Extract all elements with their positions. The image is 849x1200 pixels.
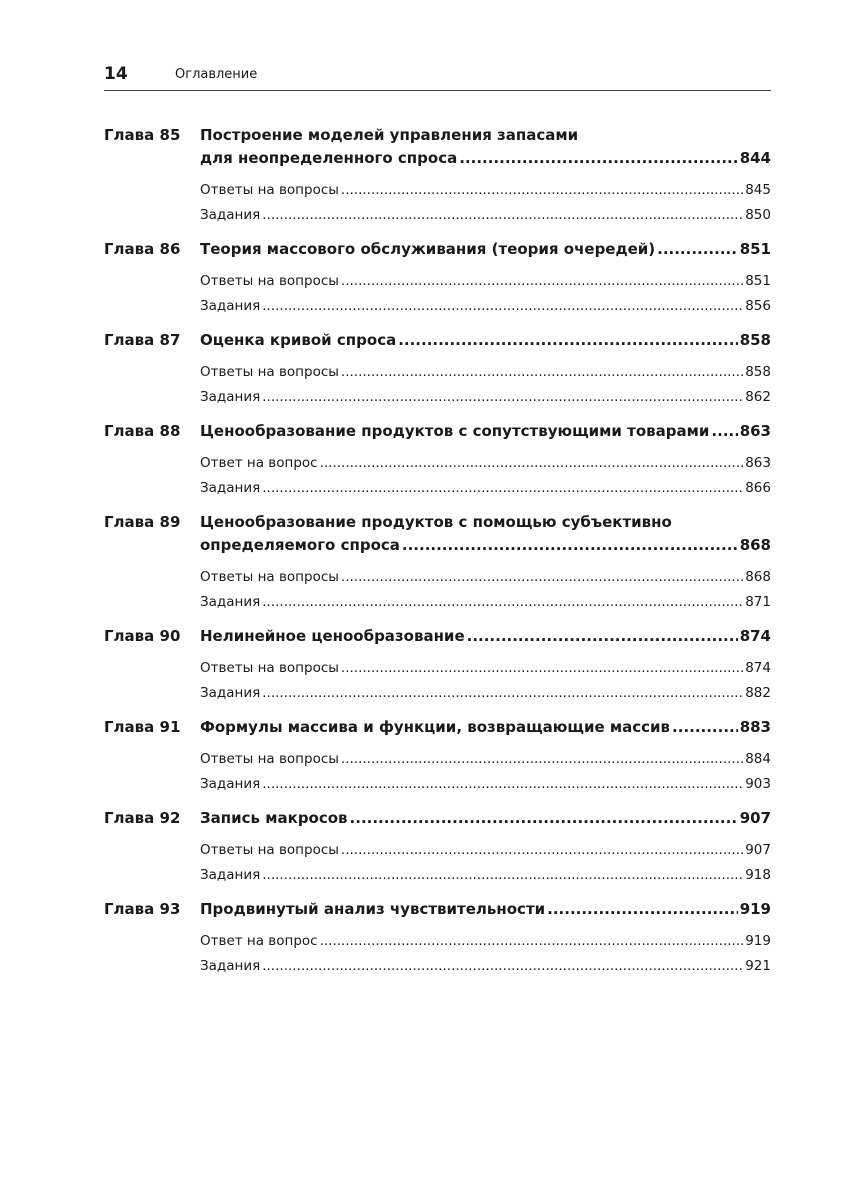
- sub-entry-page-number: 918: [745, 867, 771, 883]
- chapter-heading: [104, 420, 771, 443]
- chapter-title-line: [200, 534, 771, 557]
- chapter-sub-entries: [200, 838, 771, 888]
- toc-sub-entry: [200, 656, 771, 681]
- sub-entry-title: Задания: [200, 685, 261, 701]
- toc-sub-entry: [200, 565, 771, 590]
- toc-sub-entry: [200, 294, 771, 319]
- chapter-sub-entries: [200, 360, 771, 410]
- chapter-sub-entries: [200, 451, 771, 501]
- chapter-sub-entries: [200, 656, 771, 706]
- sub-entry-title: Задания: [200, 594, 261, 610]
- sub-entry-page-number: 862: [745, 389, 771, 405]
- chapter-page-number: 868: [739, 536, 771, 554]
- sub-entry-title: Ответы на вопросы: [200, 182, 339, 198]
- sub-entry-page-number: 863: [745, 455, 771, 471]
- chapter-heading: [104, 329, 771, 352]
- chapter-title-text: Формулы массива и функции, возвращающие массив: [200, 718, 671, 736]
- toc-chapter: [104, 716, 771, 797]
- toc-sub-entry: [200, 929, 771, 954]
- sub-entry-page-number: 884: [745, 751, 771, 767]
- running-header: [104, 64, 771, 91]
- dot-leader: [398, 329, 737, 352]
- dot-leader: [320, 451, 744, 476]
- sub-entry-page-number: 850: [745, 207, 771, 223]
- chapter-heading: [104, 124, 771, 170]
- toc-sub-entry: [200, 863, 771, 888]
- dot-leader: [341, 838, 743, 863]
- chapter-title-text: Продвинутый анализ чувствительности: [200, 900, 546, 918]
- chapter-label: Глава 86: [104, 240, 181, 258]
- chapter-title-line: [200, 716, 771, 739]
- sub-entry-page-number: 858: [745, 364, 771, 380]
- sub-entry-page-number: 851: [745, 273, 771, 289]
- sub-entry-page-number: 919: [745, 933, 771, 949]
- chapter-sub-entries: [200, 929, 771, 979]
- toc-sub-entry: [200, 681, 771, 706]
- chapter-page-number: 851: [739, 240, 771, 258]
- sub-entry-page-number: 907: [745, 842, 771, 858]
- chapter-sub-entries: [200, 747, 771, 797]
- dot-leader: [672, 716, 738, 739]
- chapter-title-text: для неопределенного спроса: [200, 149, 458, 167]
- chapter-page-number: 883: [739, 718, 771, 736]
- dot-leader: [320, 929, 744, 954]
- dot-leader: [262, 772, 743, 797]
- dot-leader: [262, 590, 743, 615]
- chapter-label: Глава 85: [104, 126, 181, 144]
- chapter-heading: [104, 511, 771, 557]
- chapter-title-line: [200, 898, 771, 921]
- chapter-title: [200, 238, 771, 261]
- chapter-title-text: определяемого спроса: [200, 536, 400, 554]
- chapter-title: [200, 511, 771, 557]
- chapter-title-line: [200, 807, 771, 830]
- chapter-title: [200, 625, 771, 648]
- chapter-heading: [104, 716, 771, 739]
- chapter-heading: [104, 807, 771, 830]
- dot-leader: [262, 294, 743, 319]
- chapter-title-line: Построение моделей управления запасами: [200, 126, 579, 144]
- sub-entry-title: Задания: [200, 389, 261, 405]
- toc-sub-entry: [200, 747, 771, 772]
- dot-leader: [711, 420, 737, 443]
- chapter-title-line: [200, 147, 771, 170]
- sub-entry-page-number: 866: [745, 480, 771, 496]
- chapter-title-line: Ценообразование продуктов с помощью субъективно: [200, 513, 672, 531]
- running-title: Оглавление: [175, 67, 258, 82]
- sub-entry-title: Задания: [200, 958, 261, 974]
- dot-leader: [262, 681, 743, 706]
- chapter-title: [200, 898, 771, 921]
- chapter-title: [200, 716, 771, 739]
- toc-sub-entry: [200, 838, 771, 863]
- chapter-page-number: 863: [739, 422, 771, 440]
- chapter-label: Глава 93: [104, 900, 181, 918]
- chapter-sub-entries: [200, 178, 771, 228]
- chapter-title-text: Нелинейное ценообразование: [200, 627, 465, 645]
- toc-chapter: [104, 420, 771, 501]
- toc-sub-entry: [200, 385, 771, 410]
- dot-leader: [467, 625, 738, 648]
- chapter-title-text: Теория массового обслуживания (теория очередей): [200, 240, 656, 258]
- chapter-label: Глава 87: [104, 331, 181, 349]
- chapter-title-line: [200, 329, 771, 352]
- dot-leader: [262, 385, 743, 410]
- chapter-label: Глава 88: [104, 422, 181, 440]
- sub-entry-title: Задания: [200, 776, 261, 792]
- chapter-title-text: Запись макросов: [200, 809, 348, 827]
- sub-entry-title: Ответ на вопрос: [200, 933, 318, 949]
- toc-sub-entry: [200, 476, 771, 501]
- chapter-label: Глава 92: [104, 809, 181, 827]
- dot-leader: [350, 807, 738, 830]
- toc-chapter: [104, 898, 771, 979]
- toc-chapter: [104, 124, 771, 228]
- sub-entry-page-number: 903: [745, 776, 771, 792]
- chapter-label: Глава 89: [104, 513, 181, 531]
- toc-sub-entry: [200, 203, 771, 228]
- sub-entry-page-number: 874: [745, 660, 771, 676]
- toc-sub-entry: [200, 772, 771, 797]
- toc-sub-entry: [200, 451, 771, 476]
- chapter-title: [200, 329, 771, 352]
- toc-chapter: [104, 238, 771, 319]
- dot-leader: [459, 147, 737, 170]
- toc-sub-entry: [200, 269, 771, 294]
- chapter-title: [200, 807, 771, 830]
- sub-entry-page-number: 882: [745, 685, 771, 701]
- sub-entry-title: Задания: [200, 298, 261, 314]
- chapter-title-line: [200, 625, 771, 648]
- dot-leader: [341, 178, 743, 203]
- sub-entry-title: Задания: [200, 867, 261, 883]
- chapter-page-number: 919: [739, 900, 771, 918]
- dot-leader: [262, 203, 743, 228]
- dot-leader: [402, 534, 738, 557]
- chapter-sub-entries: [200, 565, 771, 615]
- toc-sub-entry: [200, 954, 771, 979]
- dot-leader: [262, 863, 743, 888]
- toc-sub-entry: [200, 178, 771, 203]
- sub-entry-page-number: 845: [745, 182, 771, 198]
- page-number: 14: [104, 64, 128, 84]
- sub-entry-page-number: 856: [745, 298, 771, 314]
- toc-chapter: [104, 807, 771, 888]
- toc-chapter: [104, 625, 771, 706]
- chapter-page-number: 874: [739, 627, 771, 645]
- chapter-page-number: 844: [739, 149, 771, 167]
- chapter-title-text: Оценка кривой спроса: [200, 331, 397, 349]
- chapter-title: [200, 420, 771, 443]
- chapter-page-number: 858: [739, 331, 771, 349]
- dot-leader: [341, 747, 743, 772]
- sub-entry-page-number: 921: [745, 958, 771, 974]
- sub-entry-title: Ответы на вопросы: [200, 364, 339, 380]
- chapter-title-line: [200, 238, 771, 261]
- dot-leader: [341, 565, 743, 590]
- sub-entry-page-number: 868: [745, 569, 771, 585]
- sub-entry-title: Ответы на вопросы: [200, 842, 339, 858]
- toc-chapter: [104, 511, 771, 615]
- sub-entry-page-number: 871: [745, 594, 771, 610]
- chapter-title-text: Ценообразование продуктов с сопутствующими товарами: [200, 422, 710, 440]
- chapter-heading: [104, 625, 771, 648]
- chapter-label: Глава 91: [104, 718, 181, 736]
- chapter-title: [200, 124, 771, 170]
- chapter-heading: [104, 898, 771, 921]
- sub-entry-title: Ответы на вопросы: [200, 569, 339, 585]
- table-of-contents: [104, 124, 771, 989]
- dot-leader: [547, 898, 738, 921]
- chapter-label: Глава 90: [104, 627, 181, 645]
- dot-leader: [341, 360, 743, 385]
- toc-chapter: [104, 329, 771, 410]
- toc-sub-entry: [200, 360, 771, 385]
- sub-entry-title: Ответы на вопросы: [200, 660, 339, 676]
- dot-leader: [657, 238, 738, 261]
- dot-leader: [341, 656, 743, 681]
- dot-leader: [262, 476, 743, 501]
- sub-entry-title: Задания: [200, 480, 261, 496]
- chapter-title-line: [200, 420, 771, 443]
- chapter-sub-entries: [200, 269, 771, 319]
- sub-entry-title: Ответы на вопросы: [200, 751, 339, 767]
- dot-leader: [341, 269, 743, 294]
- sub-entry-title: Задания: [200, 207, 261, 223]
- toc-sub-entry: [200, 590, 771, 615]
- sub-entry-title: Ответы на вопросы: [200, 273, 339, 289]
- chapter-heading: [104, 238, 771, 261]
- chapter-page-number: 907: [739, 809, 771, 827]
- sub-entry-title: Ответ на вопрос: [200, 455, 318, 471]
- dot-leader: [262, 954, 743, 979]
